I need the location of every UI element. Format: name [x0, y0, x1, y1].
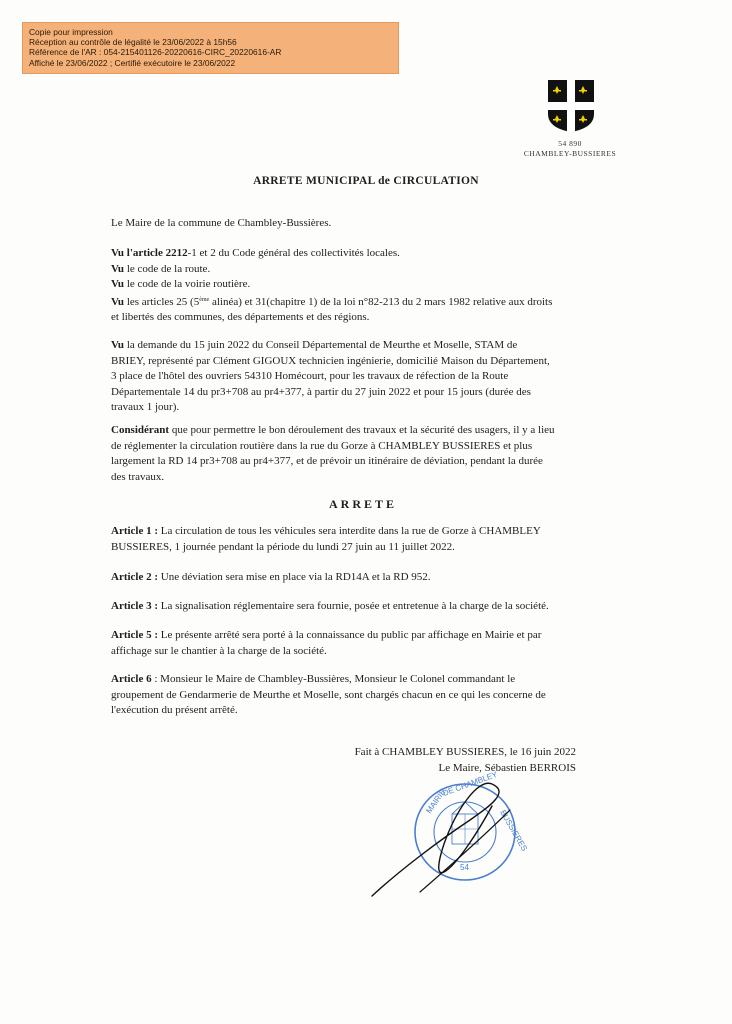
article-3 [111, 599, 603, 615]
vu-line-voirie [111, 277, 603, 293]
considerant-lead: Considérant [111, 424, 170, 436]
vu-block [111, 246, 603, 326]
document-title: ARRETE MUNICIPAL de CIRCULATION [253, 175, 479, 187]
article-line [111, 524, 603, 540]
article-6 [111, 672, 603, 719]
article-text: La signalisation réglementaire sera fournie, posée et entretenue à la charge de la société. [158, 600, 549, 612]
considerant-line [111, 423, 603, 439]
considerant-line: des travaux. [111, 470, 165, 483]
vu-lead: Vu [111, 295, 125, 308]
article-line [111, 599, 603, 615]
demande-line [111, 338, 603, 354]
vu-line-code-route [111, 262, 603, 278]
demande-paragraph [111, 338, 603, 416]
legality-stamp [22, 22, 399, 74]
vu-text: le code de la voirie routière. [124, 278, 251, 290]
article-text: : Monsieur le Maire de Chambley-Bussières, Monsieur le Colonel commandant le [151, 673, 516, 685]
article-line: affichage sur le chantier à la charge de la société. [111, 644, 327, 657]
considerant-text: que pour permettre le bon déroulement des travaux et la sécurité des usagers, il y a lieu [169, 424, 555, 436]
considerant-paragraph [111, 423, 603, 485]
svg-text:MAIRIE: MAIRIE [424, 787, 448, 816]
vu-text: les articles 25 (5 [124, 295, 200, 308]
stamp-line-reference: Référence de l'AR : 054-215401126-20220616-CIRC_20220616-AR [29, 47, 282, 58]
article-1 [111, 524, 603, 555]
demande-text: la demande du 15 juin 2022 du Conseil Départemental de Meurthe et Moselle, STAM de [124, 339, 518, 351]
arrete-heading: ARRETE [328, 497, 397, 511]
vu-text: -1 et 2 du Code général des collectivités locales. [187, 247, 400, 259]
article-label: Article 1 : [111, 525, 159, 537]
vu-line-loi [111, 293, 603, 311]
vu-line-loi-cont: et libertés des communes, des départements et des régions. [111, 311, 370, 323]
stamp-line-posted: Affiché le 23/06/2022 ; Certifié exécutoire le 23/06/2022 [29, 57, 236, 68]
article-label: Article 2 : [111, 571, 159, 583]
article-line: BUSSIERES, 1 journée pendant la période du lundi 27 juin au 11 juillet 2022. [111, 540, 455, 553]
article-5 [111, 628, 603, 659]
vu-text: le code de la route. [124, 262, 211, 275]
place-date: Fait à CHAMBLEY BUSSIERES, le 16 juin 2022 [354, 746, 576, 758]
demande-line: travaux 1 jour). [111, 401, 180, 413]
stamp-line-reception: Réception au contrôle de légalité le 23/06/2022 à 15h56 [29, 37, 237, 48]
coat-of-arms-icon [546, 78, 596, 134]
article-line [111, 672, 603, 688]
stamp-line-print-copy: Copie pour impression [29, 27, 113, 37]
considerant-line: de réglementer la circulation routière dans la rue du Gorze à CHAMBLEY BUSSIERES et plus [111, 439, 533, 452]
handwritten-signature [360, 770, 520, 900]
vu-line-cgct [111, 246, 603, 262]
article-line: l'exécution du présent arrêté. [111, 704, 238, 716]
article-line [111, 628, 603, 644]
vu-lead: Vu [111, 278, 125, 290]
seal-number: 54 [460, 863, 469, 872]
article-2 [111, 570, 603, 586]
svg-text:BUSSIERES: BUSSIERES [498, 808, 529, 853]
vu-text-continued: alinéa) et 31(chapitre 1) de la loi n°82-213 du 2 mars 1982 relative aux droits [209, 295, 553, 308]
article-line: groupement de Gendarmerie de Meurthe et Moselle, sont chargés chacun en ce qui les concerne de [111, 688, 546, 701]
signatory-name: Le Maire, Sébastien BERROIS [438, 761, 576, 774]
considerant-line: largement la RD 14 pr3+708 au pr4+377, et de prévoir un itinéraire de déviation, pendant la durée [111, 455, 543, 467]
demande-line: BRIEY, représenté par Clément GIGOUX technicien ingénierie, domicilié Maison du Département, [111, 354, 550, 367]
article-line [111, 570, 603, 586]
article-text: Une déviation sera mise en place via la RD14A et la RD 952. [158, 571, 431, 583]
demande-lead: Vu [111, 339, 125, 351]
vu-lead: Vu [111, 262, 125, 275]
crest-town: CHAMBLEY-BUSSIERES [523, 149, 617, 158]
superscript: ème [199, 296, 210, 303]
vu-lead: Vu l'article 2212 [111, 247, 188, 259]
intro-paragraph [111, 216, 603, 232]
article-text: La circulation de tous les véhicules sera interdite dans la rue de Gorze à CHAMBLEY [158, 525, 541, 537]
article-label: Article 5 : [111, 629, 159, 641]
article-label: Article 6 [111, 673, 152, 685]
article-text: Le présente arrêté sera porté à la connaissance du public par affichage en Mairie et par [158, 629, 542, 641]
demande-line: 3 place de l'hôtel des ouvriers 54310 Homécourt, pour les travaux de réfection de la Route [111, 370, 509, 382]
svg-text:DE CHAMBLEY: DE CHAMBLEY [441, 769, 499, 798]
article-label: Article 3 : [111, 600, 159, 612]
demande-line: Départementale 14 du pr3+708 au pr4+377, à partir du 27 juin 2022 et pour 15 jours (durée des [111, 385, 531, 398]
intro-text: Le Maire de la commune de Chambley-Bussières. [111, 217, 332, 229]
crest-postcode: 54 890 [558, 139, 582, 148]
